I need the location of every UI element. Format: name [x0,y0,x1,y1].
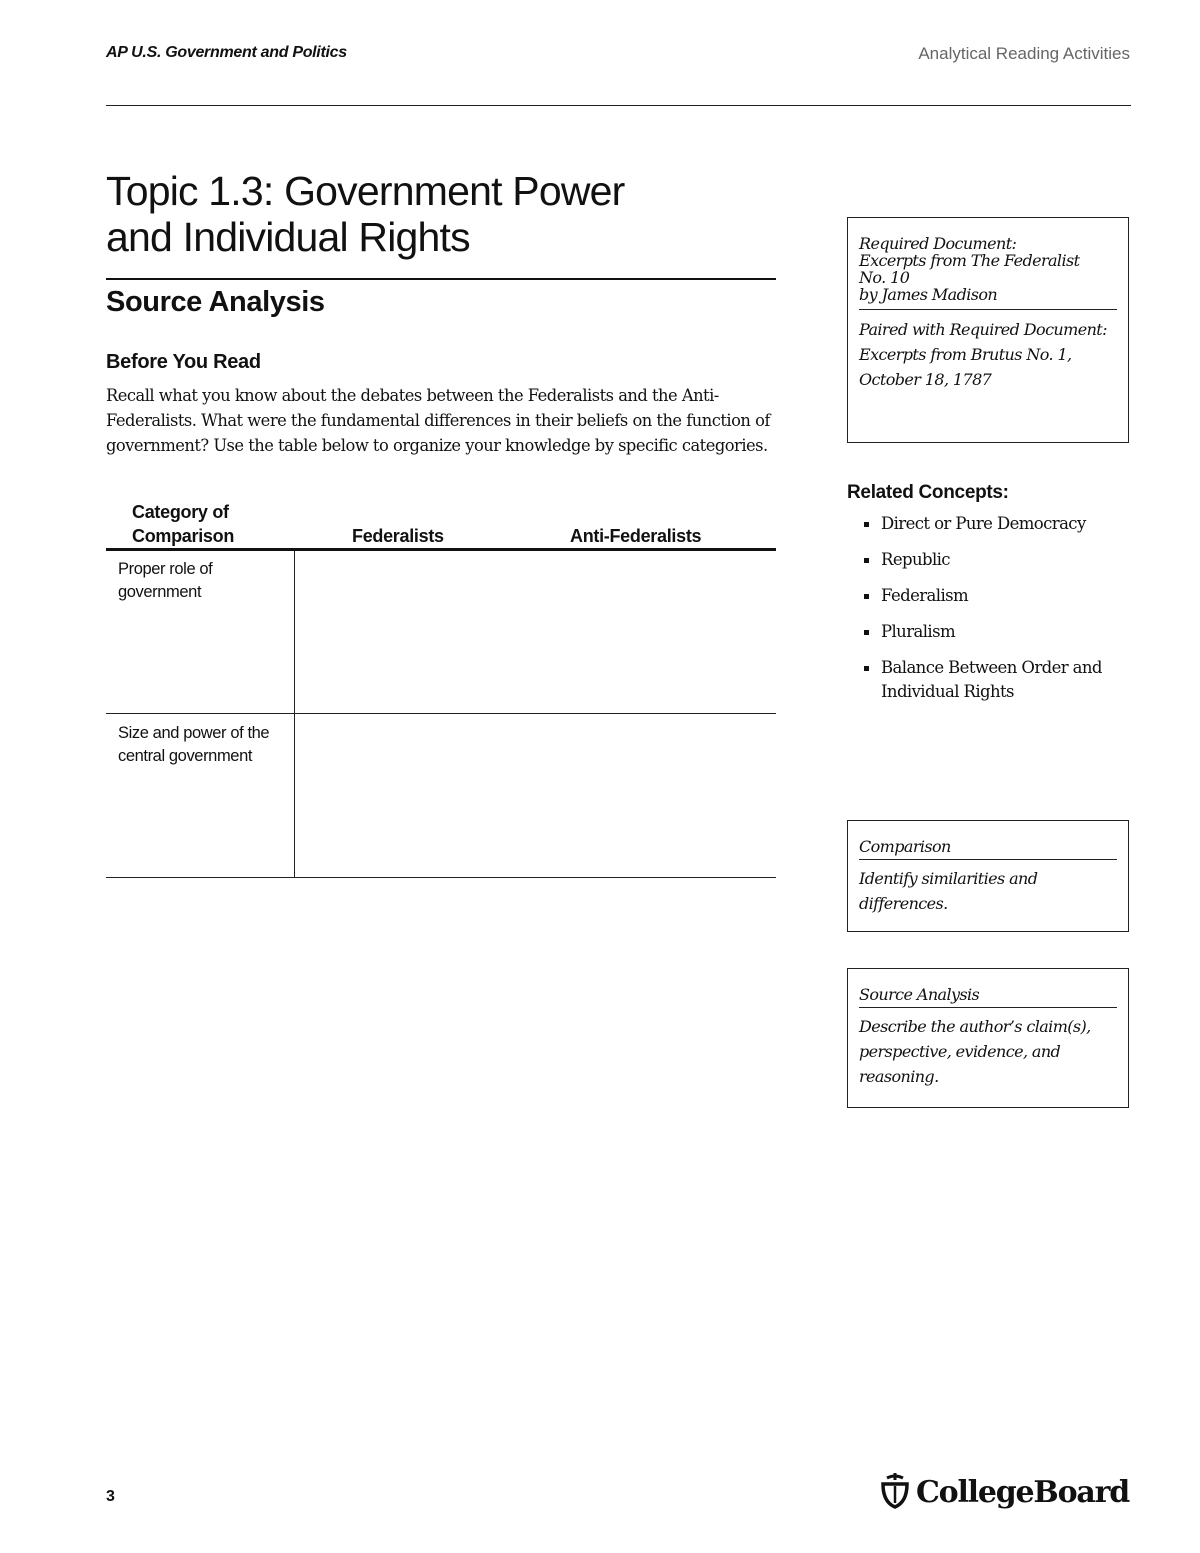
source-analysis-box-text: Describe the author’s claim(s), perspective, evidence, and reasoning. [859,1017,1091,1086]
source-analysis-box-title: Source Analysis [859,985,980,1004]
required-document-title-line-3: No. 10 [859,268,910,287]
required-document-title-line-1: Required Document: [859,234,1017,253]
box-divider [859,859,1117,860]
bullet-icon [864,630,869,635]
concept-label: Direct or Pure Democracy [881,514,1086,533]
required-document-title-line-2: Excerpts from The Federalist [859,251,1080,270]
box-divider [859,1007,1117,1008]
comparison-box [847,820,1129,932]
table-header-federalists: Federalists [352,526,444,546]
list-item [860,620,1135,644]
comparison-box-title: Comparison [859,837,951,856]
list-item [860,512,1135,536]
table-bottom-rule [106,877,776,878]
bullet-icon [864,522,869,527]
course-name: AP U.S. Government and Politics [106,44,347,61]
page-title [106,168,786,260]
table-row-label: Proper role of government [118,560,213,601]
table-column-divider [294,551,295,877]
concept-label: Pluralism [881,622,955,641]
page-title-line-2: and Individual Rights [106,214,470,260]
concept-label: Balance Between Order and Individual Rights [881,658,1102,701]
list-item [860,548,1135,572]
logo-text: CollegeBoard [916,1474,1130,1510]
required-document-box [847,217,1129,443]
related-concepts-list [860,512,1135,716]
before-you-read-text: Recall what you know about the debates between the Federalists and the Anti-Federalists. What were the fundamental differences in their beliefs on the function of government? Use the table below to organize your knowledge by specific categories. [106,386,770,455]
comparison-box-text: Identify similarities and differences. [859,869,1038,913]
before-you-read-heading: Before You Read [106,351,261,373]
title-divider [106,278,776,280]
acorn-icon [880,1470,910,1515]
section-name: Analytical Reading Activities [918,44,1130,63]
table-row-divider [106,713,776,714]
required-document-author: by James Madison [859,285,998,304]
table-header-anti-federalists: Anti-Federalists [570,526,702,546]
table-header-divider [106,548,776,551]
table-row-label: Size and power of the central government [118,724,270,765]
list-item [860,656,1135,704]
box-divider [859,309,1117,310]
related-concepts-heading: Related Concepts: [847,482,1009,503]
bullet-icon [864,558,869,563]
page-subtitle: Source Analysis [106,286,325,318]
table-header-category-line-2: Comparison [132,526,235,546]
bullet-icon [864,594,869,599]
concept-label: Republic [881,550,950,569]
table-header-category [132,500,234,548]
bullet-icon [864,666,869,671]
table-header-category-line-1: Category of [132,502,229,522]
collegeboard-logo [880,1470,1129,1514]
header-divider [106,105,1131,106]
list-item [860,584,1135,608]
page-title-line-1: Topic 1.3: Government Power [106,168,625,214]
concept-label: Federalism [881,586,969,605]
required-document-title [859,235,1117,303]
source-analysis-box [847,968,1129,1108]
paired-document: Paired with Required Document: Excerpts from Brutus No. 1, October 18, 1787 [859,320,1107,389]
page-number: 3 [106,1488,115,1505]
